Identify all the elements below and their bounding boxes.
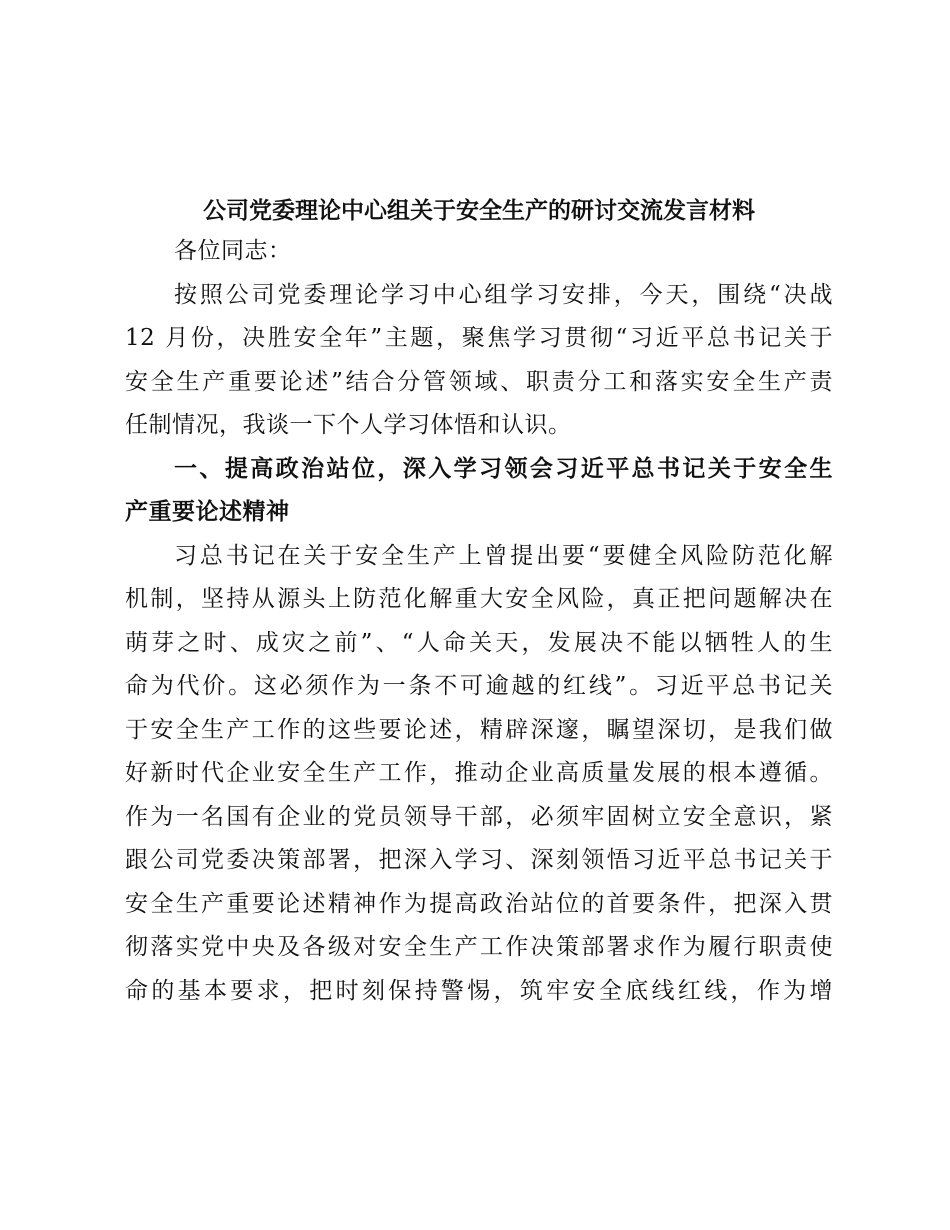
paragraph-line: 命为代价。这必须作为一条不可逾越的红线”。习近平总书记关 bbox=[125, 673, 833, 699]
paragraph-line: 安全生产重要论述”结合分管领域、职责分工和落实安全生产责 bbox=[125, 368, 833, 395]
paragraph-line: 萌芽之时、成灾之前”、“人命关天，发展决不能以牺牲人的生 bbox=[125, 629, 833, 656]
paragraph-line: 跟公司党委决策部署，把深入学习、深刻领悟习近平总书记关于 bbox=[125, 847, 833, 873]
heading-line: 一、提高政治站位，深入学习领会习近平总书记关于安全生 bbox=[174, 455, 833, 482]
paragraph-line: 按照公司党委理论学习中心组学习安排，今天，围绕“决战 bbox=[174, 281, 833, 308]
paragraph-line: 任制情况，我谈一下个人学习体悟和认识。 bbox=[125, 412, 572, 438]
paragraph-line: 作为一名国有企业的党员领导干部，必须牢固树立安全意识，紧 bbox=[125, 803, 833, 830]
paragraph-line: 于安全生产工作的这些要论述，精辟深邃，瞩望深切，是我们做 bbox=[125, 716, 833, 743]
paragraph-line: 12 月份，决胜安全年”主题，聚焦学习贯彻“习近平总书记关于 bbox=[125, 325, 833, 351]
section-heading-1 bbox=[125, 448, 833, 535]
paragraph-line: 习总书记在关于安全生产上曾提出要“要健全风险防范化解 bbox=[174, 542, 833, 569]
paragraph-line: 机制，坚持从源头上防范化解重大安全风险，真正把问题解决在 bbox=[125, 586, 833, 612]
paragraph-intro bbox=[125, 274, 833, 448]
paragraph-line: 命的基本要求，把时刻保持警惕，筑牢安全底线红线，作为增 bbox=[125, 977, 833, 1004]
paragraph-line: 好新时代企业安全生产工作，推动企业高质量发展的根本遵循。 bbox=[125, 760, 833, 786]
paragraph-section-1 bbox=[125, 535, 833, 1014]
document-title: 公司党委理论中心组关于安全生产的研讨交流发言材料 bbox=[203, 198, 755, 224]
heading-line: 产重要论述精神 bbox=[125, 499, 290, 525]
paragraph-line: 安全生产重要论述精神作为提高政治站位的首要条件，把深入贯 bbox=[125, 890, 833, 917]
document-body bbox=[125, 192, 833, 1013]
salutation: 各位同志： bbox=[174, 238, 292, 264]
paragraph-line: 彻落实党中央及各级对安全生产工作决策部署求作为履行职责使 bbox=[125, 934, 833, 960]
